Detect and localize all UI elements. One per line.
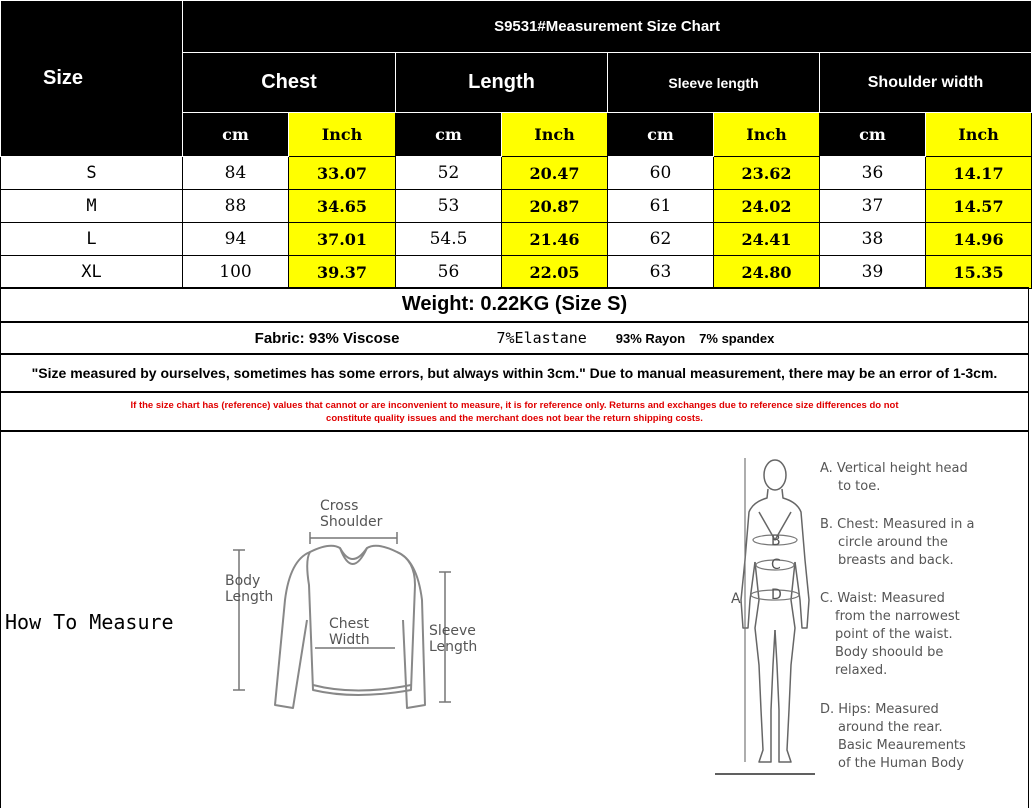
unit-cm: cm xyxy=(183,113,289,157)
label-chest: Chest xyxy=(329,616,370,632)
chest-cm-cell: 94 xyxy=(183,223,289,256)
legend-line: around the rear. xyxy=(838,720,943,735)
fabric-viscose: Fabric: 93% Viscose xyxy=(254,329,400,347)
body-letter-c: C xyxy=(771,557,781,573)
shoulder-inch-cell: 14.96 xyxy=(926,223,1032,256)
body-outline xyxy=(741,460,809,762)
warning-row xyxy=(0,392,1029,431)
length-cm-cell: 53 xyxy=(396,190,502,223)
sleeve-cm-cell: 62 xyxy=(608,223,714,256)
sleeve-cm-cell: 60 xyxy=(608,157,714,190)
body-letter-b: B xyxy=(771,533,781,549)
table-row xyxy=(1,223,1032,256)
legend-line: of the Human Body xyxy=(838,756,964,771)
size-cell: S xyxy=(1,157,183,190)
legend-b xyxy=(820,516,974,570)
unit-cm: cm xyxy=(396,113,502,157)
unit-inch: Inch xyxy=(926,113,1032,157)
chest-inch-cell: 33.07 xyxy=(289,157,396,190)
length-header: Length xyxy=(396,53,608,113)
chest-cm-cell: 88 xyxy=(183,190,289,223)
table-row xyxy=(1,190,1032,223)
chest-inch-cell: 37.01 xyxy=(289,223,396,256)
size-table xyxy=(0,0,1032,289)
length-inch-cell: 20.87 xyxy=(502,190,608,223)
size-header: Size xyxy=(1,1,183,157)
measurement-note: "Size measured by ourselves, sometimes has some errors, but always within 3cm." Due to manual measurement, there may be an error of 1-3cm. xyxy=(31,365,998,381)
table-row xyxy=(1,256,1032,289)
label-body: Body xyxy=(225,573,261,589)
length-inch-cell: 22.05 xyxy=(502,256,608,289)
sleeve-inch-cell: 24.80 xyxy=(714,256,820,289)
sleeve-inch-cell: 23.62 xyxy=(714,157,820,190)
fabric-spandex: 7% spandex xyxy=(699,330,775,346)
label-cross: Cross xyxy=(320,498,359,514)
unit-cm: cm xyxy=(608,113,714,157)
chest-inch-cell: 39.37 xyxy=(289,256,396,289)
legend-line: Body shoould be xyxy=(835,645,944,660)
size-cell: L xyxy=(1,223,183,256)
legend-line: C. Waist: Measured xyxy=(820,591,945,606)
unit-inch: Inch xyxy=(502,113,608,157)
legend-line: from the narrowest xyxy=(835,609,960,624)
legend-line: B. Chest: Measured in a xyxy=(820,517,975,532)
shoulder-cm-cell: 39 xyxy=(820,256,926,289)
size-cell: XL xyxy=(1,256,183,289)
legend-c xyxy=(820,590,960,680)
legend-line: circle around the xyxy=(838,535,948,550)
legend-d xyxy=(820,701,966,773)
weight-row xyxy=(0,287,1029,322)
table-row xyxy=(1,157,1032,190)
label-sleeve: Sleeve xyxy=(429,623,476,639)
chart-title: S9531#Measurement Size Chart xyxy=(183,1,1032,53)
body-diagram xyxy=(715,450,815,780)
length-cm-cell: 52 xyxy=(396,157,502,190)
legend-line: Basic Meaurements xyxy=(838,738,966,753)
legend-line: point of the waist. xyxy=(835,627,953,642)
unit-inch: Inch xyxy=(289,113,396,157)
warning-line-2: constitute quality issues and the merchant does not bear the return shipping costs. xyxy=(326,412,703,424)
warning-line-1: If the size chart has (reference) values that cannot or are inconvenient to measure, it is for reference only. Returns and exchanges due to reference size differences do not xyxy=(130,399,899,411)
shoulder-inch-cell: 15.35 xyxy=(926,256,1032,289)
sleeve-cm-cell: 63 xyxy=(608,256,714,289)
weight-text: Weight: 0.22KG (Size S) xyxy=(401,293,628,315)
label-sleeve-length: Length xyxy=(429,639,478,655)
chest-inch-cell: 34.65 xyxy=(289,190,396,223)
shoulder-cm-cell: 37 xyxy=(820,190,926,223)
length-cm-cell: 54.5 xyxy=(396,223,502,256)
fabric-rayon: 93% Rayon xyxy=(615,330,686,346)
legend-line: relaxed. xyxy=(835,663,888,678)
how-to-measure-label: How To Measure xyxy=(5,610,174,634)
shoulder-inch-cell: 14.57 xyxy=(926,190,1032,223)
chest-cm-cell: 84 xyxy=(183,157,289,190)
size-cell: M xyxy=(1,190,183,223)
legend-line: D. Hips: Measured xyxy=(820,702,939,717)
body-measure-lines xyxy=(715,458,815,774)
sleeve-inch-cell: 24.41 xyxy=(714,223,820,256)
label-chest-width: Width xyxy=(329,632,370,648)
length-inch-cell: 20.47 xyxy=(502,157,608,190)
sleeve-cm-cell: 61 xyxy=(608,190,714,223)
chest-cm-cell: 100 xyxy=(183,256,289,289)
unit-inch: Inch xyxy=(714,113,820,157)
shoulder-cm-cell: 36 xyxy=(820,157,926,190)
label-body-length: Length xyxy=(225,589,274,605)
sweater-diagram xyxy=(215,490,495,730)
legend-line: A. Vertical height head xyxy=(820,461,968,476)
body-letter-a: A xyxy=(731,591,741,607)
legend-line: to toe. xyxy=(838,479,881,494)
fabric-row xyxy=(0,322,1029,354)
shoulder-header: Shoulder width xyxy=(820,53,1032,113)
unit-cm: cm xyxy=(820,113,926,157)
shoulder-cm-cell: 38 xyxy=(820,223,926,256)
measurement-note-row xyxy=(0,354,1029,392)
legend-a xyxy=(820,460,968,496)
fabric-elastane: 7%Elastane xyxy=(496,329,587,347)
legend-line: breasts and back. xyxy=(838,553,954,568)
body-letter-d: D xyxy=(771,587,782,603)
sleeve-header: Sleeve length xyxy=(608,53,820,113)
length-cm-cell: 56 xyxy=(396,256,502,289)
shoulder-inch-cell: 14.17 xyxy=(926,157,1032,190)
length-inch-cell: 21.46 xyxy=(502,223,608,256)
chest-header: Chest xyxy=(183,53,396,113)
sleeve-inch-cell: 24.02 xyxy=(714,190,820,223)
label-shoulder: Shoulder xyxy=(320,514,383,530)
